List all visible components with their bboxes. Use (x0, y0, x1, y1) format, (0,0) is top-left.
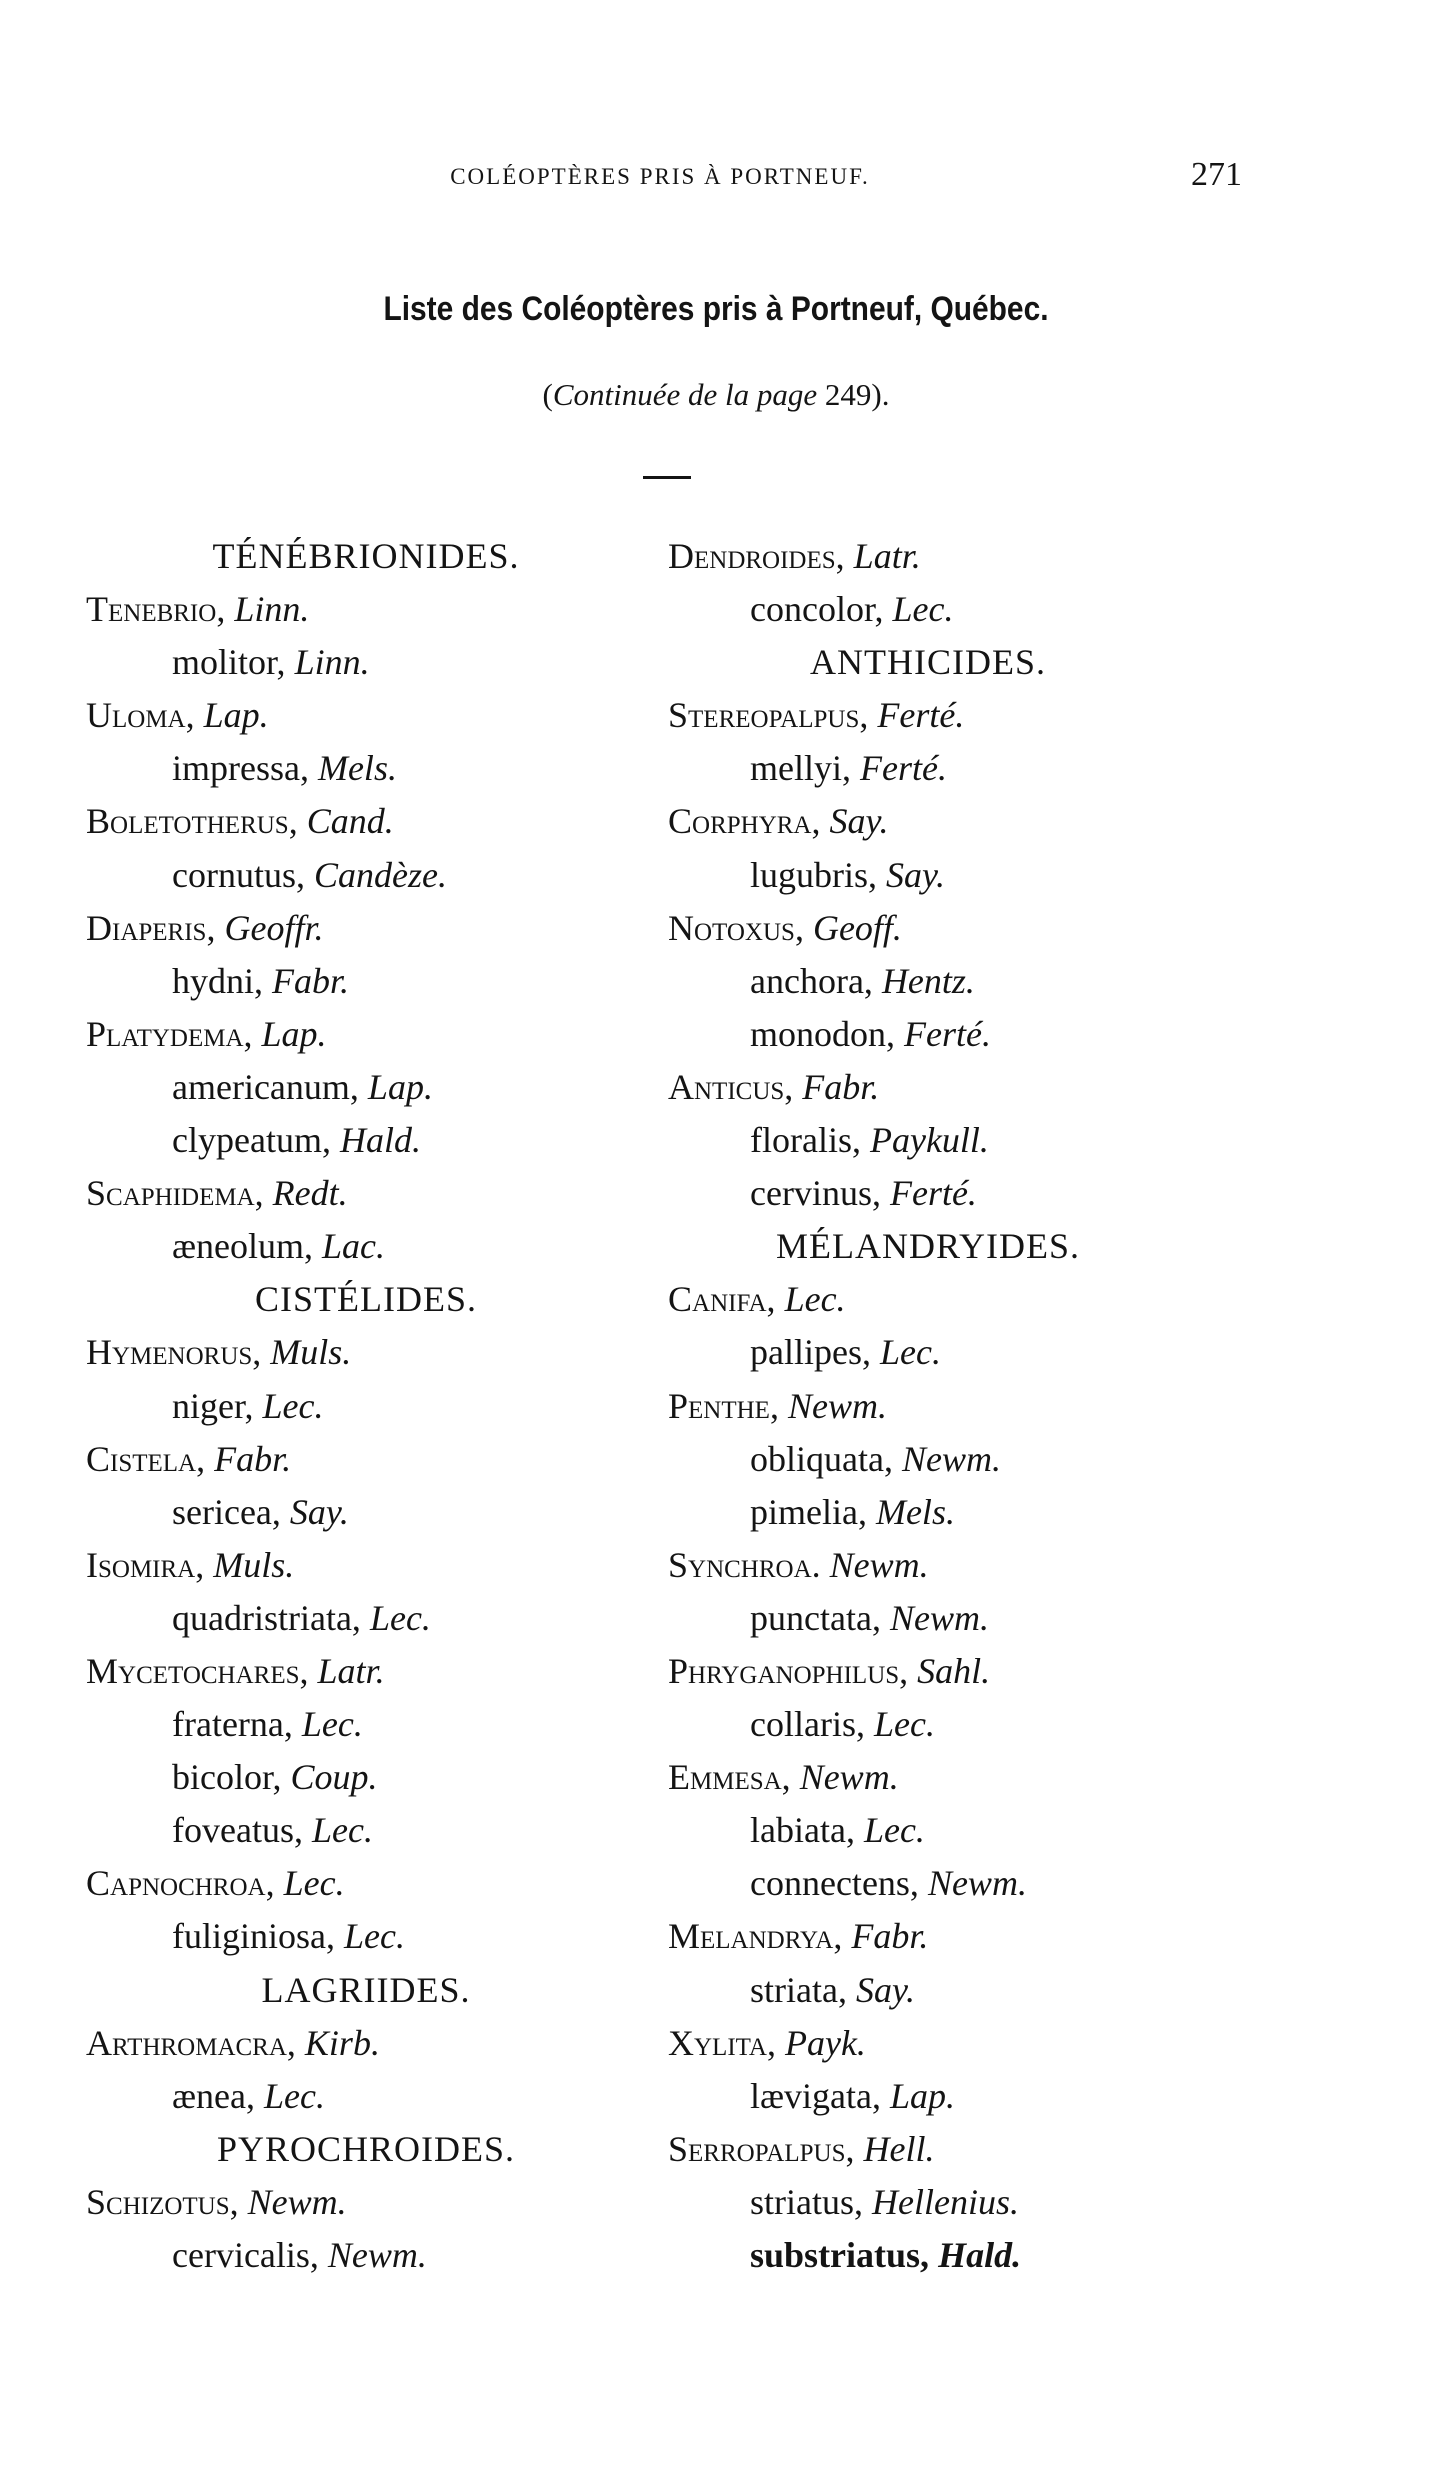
species-entry (668, 1592, 1188, 1645)
genus-entry (86, 1008, 646, 1061)
author-name: Fabr. (802, 1066, 880, 1107)
species-name: substriatus, (750, 2235, 930, 2275)
author-name: Lap. (367, 1066, 433, 1107)
author-name: Lap. (203, 695, 269, 736)
species-name: labiata, (750, 1810, 855, 1851)
species-entry (668, 1433, 1188, 1486)
genus-name: Schizotus, (86, 2181, 239, 2222)
genus-entry (668, 1751, 1188, 1804)
species-entry (668, 1964, 1188, 2017)
genus-entry (668, 530, 1188, 583)
left-column (86, 530, 646, 2282)
author-name: Linn. (234, 589, 310, 630)
genus-entry (86, 1167, 646, 1220)
species-name: foveatus, (172, 1810, 303, 1851)
right-column (668, 530, 1188, 2282)
genus-name: Corphyra, (668, 801, 821, 842)
species-name: quadristriata, (172, 1597, 361, 1638)
author-name: Newm. (787, 1385, 887, 1426)
genus-entry (86, 2017, 646, 2070)
author-name: Lec. (301, 1704, 363, 1745)
family-heading: MÉLANDRYIDES. (775, 1226, 1080, 1267)
species-name: fraterna, (172, 1704, 293, 1745)
author-name: Lec. (879, 1332, 941, 1373)
species-name: clypeatum, (172, 1120, 331, 1161)
author-name: Newm. (829, 1544, 929, 1585)
genus-name: Emmesa, (668, 1757, 791, 1798)
subtitle-page-ref: 249 (824, 377, 872, 412)
species-name: obliquata, (750, 1438, 893, 1479)
page-number: 271 (1191, 156, 1242, 193)
species-entry (668, 1857, 1188, 1910)
author-name: Hald. (339, 1120, 421, 1161)
family-heading: PYROCHROIDES. (216, 2128, 516, 2169)
genus-name: Serropalpus, (668, 2128, 855, 2169)
author-name: Newm. (247, 2181, 347, 2222)
genus-entry (668, 1061, 1188, 1114)
species-entry (86, 1804, 646, 1857)
author-name: Lec. (262, 1385, 324, 1426)
species-name: connectens, (750, 1863, 919, 1904)
species-name: anchora, (750, 960, 873, 1001)
author-name: Hald. (938, 2235, 1022, 2275)
running-head: COLÉOPTÈRES PRIS À PORTNEUF. (450, 164, 870, 189)
author-name: Coup. (290, 1757, 378, 1798)
author-name: Lec. (311, 1810, 373, 1851)
genus-name: Synchroa. (668, 1544, 821, 1585)
genus-entry (668, 1645, 1188, 1698)
author-name: Linn. (294, 642, 370, 683)
genus-name: Cistela, (86, 1438, 206, 1479)
species-entry (86, 2070, 646, 2123)
author-name: Geoff. (812, 907, 902, 948)
species-entry (668, 849, 1188, 902)
genus-name: Mycetochares, (86, 1650, 309, 1691)
author-name: Lec. (863, 1810, 925, 1851)
genus-entry (86, 689, 646, 742)
author-name: Hentz. (881, 960, 975, 1001)
author-name: Fabr. (214, 1438, 292, 1479)
genus-name: Boletotherus, (86, 801, 298, 842)
author-name: Lec. (784, 1279, 846, 1320)
species-entry (86, 955, 646, 1008)
species-entry (668, 1326, 1188, 1379)
genus-name: Scaphidema, (86, 1173, 264, 1214)
species-entry (668, 1114, 1188, 1167)
author-name: Ferté. (889, 1173, 977, 1214)
subtitle-text: Continuée de la page (552, 377, 818, 412)
genus-entry (86, 583, 646, 636)
genus-name: Xylita, (668, 2022, 776, 2063)
genus-entry (668, 795, 1188, 848)
author-name: Mels. (875, 1491, 955, 1532)
species-name: concolor, (750, 589, 884, 630)
genus-entry (668, 1539, 1188, 1592)
species-entry (668, 742, 1188, 795)
genus-entry (86, 1433, 646, 1486)
species-entry (668, 583, 1188, 636)
species-name: americanum, (172, 1066, 359, 1107)
author-name: Hell. (863, 2128, 935, 2169)
genus-entry (668, 1273, 1188, 1326)
genus-entry (668, 2123, 1188, 2176)
species-entry (86, 1061, 646, 1114)
species-name: molitor, (172, 642, 286, 683)
species-entry (668, 1008, 1188, 1061)
species-name: bicolor, (172, 1757, 282, 1798)
author-name: Muls. (270, 1332, 352, 1373)
species-entry (86, 742, 646, 795)
genus-name: Arthromacra, (86, 2022, 296, 2063)
species-entry (668, 1698, 1188, 1751)
genus-entry (86, 1539, 646, 1592)
species-entry (668, 2176, 1188, 2229)
author-name: Ferté. (904, 1013, 991, 1054)
author-name: Newm. (901, 1438, 1001, 1479)
author-name: Lec. (343, 1916, 405, 1957)
author-name: Lec. (873, 1704, 935, 1745)
family-heading: ANTHICIDES. (810, 642, 1046, 683)
species-entry (668, 2070, 1188, 2123)
species-name: niger, (172, 1385, 254, 1426)
species-name: punctata, (750, 1597, 881, 1638)
author-name: Fabr. (851, 1916, 929, 1957)
genus-name: Tenebrio, (86, 589, 226, 630)
author-name: Newm. (799, 1757, 899, 1798)
species-name: æneolum, (172, 1226, 313, 1267)
author-name: Say. (289, 1491, 349, 1532)
species-name: lugubris, (750, 854, 878, 895)
genus-entry (86, 1326, 646, 1379)
family-heading: CISTÉLIDES. (255, 1279, 477, 1320)
genus-name: Uloma, (86, 695, 195, 736)
species-entry (86, 1698, 646, 1751)
species-entry (668, 2229, 1188, 2282)
species-entry (86, 1486, 646, 1539)
species-name: pimelia, (750, 1491, 867, 1532)
species-name: collaris, (750, 1704, 865, 1745)
author-name: Kirb. (304, 2022, 380, 2063)
author-name: Mels. (317, 748, 397, 789)
title-rule (643, 476, 691, 479)
author-name: Candèze. (313, 854, 447, 895)
species-name: fuliginiosa, (172, 1916, 335, 1957)
species-name: monodon, (750, 1013, 896, 1054)
author-name: Lec. (369, 1597, 431, 1638)
author-name: Lac. (322, 1226, 385, 1267)
species-name: ænea, (172, 2075, 255, 2116)
genus-entry (668, 1910, 1188, 1963)
family-heading: TÉNÉBRIONIDES. (212, 536, 520, 576)
genus-entry (668, 2017, 1188, 2070)
species-name: striatus, (750, 2181, 863, 2222)
author-name: Say. (886, 854, 946, 895)
genus-name: Anticus, (668, 1066, 794, 1107)
species-entry (86, 1380, 646, 1433)
species-entry (86, 1220, 646, 1273)
species-entry (668, 1486, 1188, 1539)
author-name: Latr. (317, 1650, 385, 1691)
species-entry (668, 955, 1188, 1008)
family-heading: LAGRIIDES. (261, 1969, 471, 2010)
genus-name: Penthe, (668, 1385, 779, 1426)
author-name: Say. (829, 801, 889, 842)
author-name: Newm. (927, 1863, 1027, 1904)
author-name: Newm. (889, 1597, 989, 1638)
genus-name: Notoxus, (668, 907, 804, 948)
genus-entry (86, 902, 646, 955)
genus-entry (86, 795, 646, 848)
species-name: pallipes, (750, 1332, 871, 1373)
species-entry (668, 1804, 1188, 1857)
species-name: striata, (750, 1969, 847, 2010)
genus-name: Dendroides, (668, 536, 845, 576)
page-subtitle: (Continuée de la page 249). (542, 377, 890, 412)
species-name: cervinus, (750, 1173, 881, 1214)
genus-name: Hymenorus, (86, 1332, 262, 1373)
author-name: Sahl. (917, 1650, 991, 1691)
genus-name: Canifa, (668, 1279, 776, 1320)
species-name: cervicalis, (172, 2235, 319, 2275)
page-title: Liste des Coléoptères pris à Portneuf, Québec. (383, 290, 1049, 328)
genus-entry (668, 902, 1188, 955)
author-name: Lap. (261, 1013, 327, 1054)
author-name: Redt. (272, 1173, 348, 1214)
author-name: Hellenius. (872, 2181, 1019, 2222)
species-name: lævigata, (750, 2075, 881, 2116)
genus-entry (668, 1380, 1188, 1433)
genus-name: Stereopalpus, (668, 695, 869, 736)
author-name: Cand. (306, 801, 394, 842)
author-name: Fabr. (272, 960, 350, 1001)
author-name: Newm. (327, 2235, 427, 2275)
species-entry (86, 1114, 646, 1167)
author-name: Lap. (889, 2075, 956, 2116)
species-entry (668, 1167, 1188, 1220)
author-name: Latr. (853, 536, 921, 576)
species-entry (86, 1592, 646, 1645)
genus-entry (668, 689, 1188, 742)
genus-name: Capnochroa, (86, 1863, 275, 1904)
genus-name: Melandrya, (668, 1916, 843, 1957)
author-name: Ferté. (877, 695, 965, 736)
author-name: Paykull. (869, 1120, 989, 1161)
author-name: Lec. (892, 589, 954, 630)
genus-entry (86, 1645, 646, 1698)
species-entry (86, 636, 646, 689)
species-name: mellyi, (750, 748, 851, 789)
species-entry (86, 1751, 646, 1804)
author-name: Ferté. (860, 748, 947, 789)
species-name: sericea, (172, 1491, 281, 1532)
species-name: hydni, (172, 960, 264, 1001)
genus-name: Platydema, (86, 1013, 253, 1054)
genus-name: Phryganophilus, (668, 1650, 909, 1691)
author-name: Geoffr. (224, 907, 324, 948)
species-name: impressa, (172, 748, 309, 789)
author-name: Say. (855, 1969, 915, 2010)
species-name: floralis, (750, 1120, 861, 1161)
author-name: Lec. (283, 1863, 345, 1904)
species-entry (86, 849, 646, 902)
genus-name: Isomira, (86, 1544, 205, 1585)
genus-entry (86, 2176, 646, 2229)
species-entry (86, 1910, 646, 1963)
genus-entry (86, 1857, 646, 1910)
genus-name: Diaperis, (86, 907, 216, 948)
species-entry (86, 2229, 646, 2282)
author-name: Payk. (784, 2022, 866, 2063)
author-name: Lec. (263, 2075, 325, 2116)
species-name: cornutus, (172, 854, 305, 895)
author-name: Muls. (213, 1544, 295, 1585)
